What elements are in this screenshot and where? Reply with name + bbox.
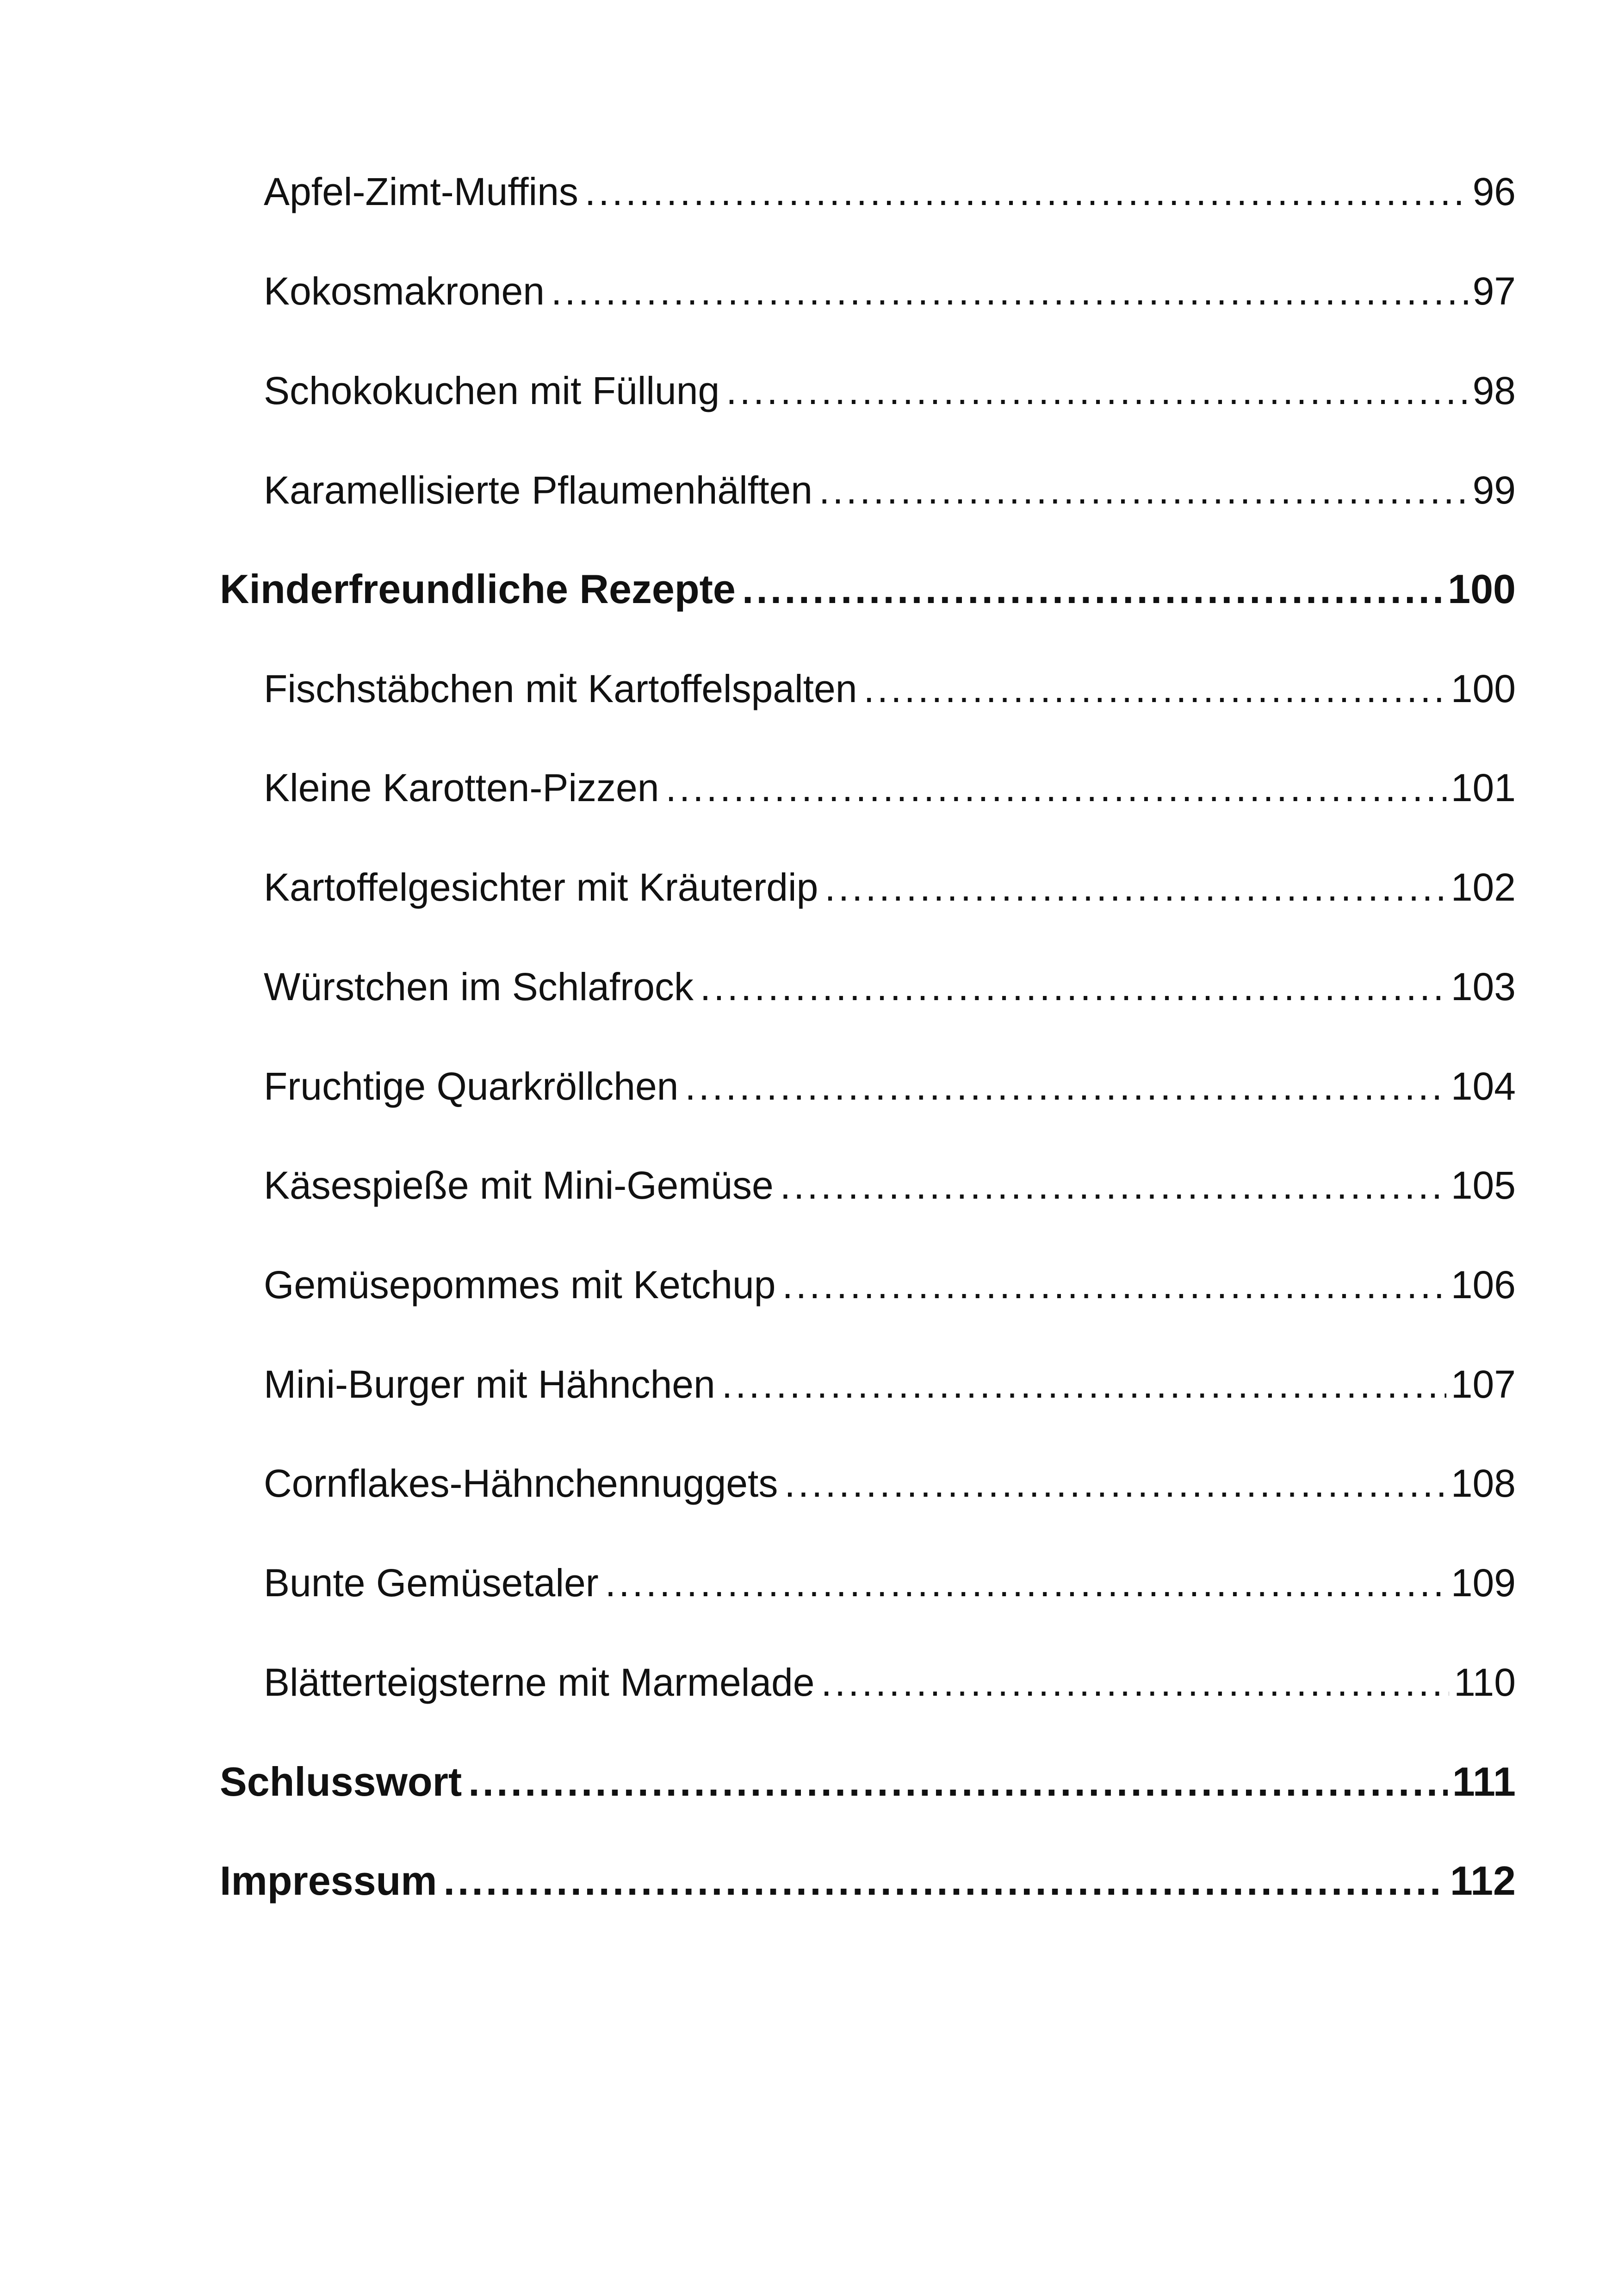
toc-entry-title: Bunte Gemüsetaler (264, 1561, 599, 1605)
toc-entry-page: 107 (1451, 1363, 1516, 1406)
toc-entry-title: Kartoffelgesichter mit Kräuterdip (264, 865, 818, 909)
toc-entry-title: Apfel-Zimt-Muffins (264, 170, 578, 213)
dot-leader (551, 266, 1468, 317)
toc-entry-title: Cornflakes-Hähnchennuggets (264, 1462, 778, 1505)
toc-entry[interactable] (264, 1657, 1516, 1708)
dot-leader (821, 1657, 1449, 1708)
toc-chapter-title: Schlusswort (220, 1759, 462, 1804)
toc-entry-page: 97 (1472, 269, 1516, 313)
dot-leader (685, 1061, 1446, 1112)
toc-entry[interactable] (264, 365, 1516, 416)
dot-leader (444, 1855, 1446, 1906)
toc-entry[interactable] (264, 1359, 1516, 1410)
dot-leader (784, 1458, 1446, 1509)
toc-entry-title: Würstchen im Schlafrock (264, 965, 694, 1008)
toc-chapter-page: 100 (1448, 566, 1516, 612)
toc-entry[interactable] (264, 663, 1516, 714)
toc-entry-page: 102 (1451, 865, 1516, 909)
toc-chapter[interactable] (220, 564, 1516, 615)
toc-entry-page: 101 (1451, 766, 1516, 809)
toc-entry-title: Käsespieße mit Mini-Gemüse (264, 1164, 774, 1207)
toc-entry-title: Gemüsepommes mit Ketchup (264, 1263, 776, 1307)
toc-chapter-page: 111 (1452, 1759, 1516, 1804)
dot-leader (819, 465, 1468, 516)
toc-entry[interactable] (264, 1259, 1516, 1310)
toc-entry[interactable] (264, 862, 1516, 913)
toc-entry[interactable] (264, 762, 1516, 813)
dot-leader (700, 961, 1446, 1012)
toc-entry[interactable] (264, 266, 1516, 317)
toc-entry-title: Kleine Karotten-Pizzen (264, 766, 659, 809)
toc-entry-title: Fischstäbchen mit Kartoffelspalten (264, 667, 857, 710)
toc-entry[interactable] (264, 961, 1516, 1012)
toc-entry-page: 105 (1451, 1164, 1516, 1207)
toc-entry-title: Schokokuchen mit Füllung (264, 369, 720, 412)
dot-leader (824, 862, 1446, 913)
toc-chapter[interactable] (220, 1756, 1516, 1807)
dot-leader (722, 1359, 1446, 1410)
toc-chapter[interactable] (220, 1855, 1516, 1906)
dot-leader (780, 1160, 1446, 1211)
toc-entry-page: 100 (1451, 667, 1516, 710)
dot-leader (468, 1756, 1448, 1807)
toc-entry-page: 103 (1451, 965, 1516, 1008)
toc-entry-page: 96 (1472, 170, 1516, 213)
toc-entry-page: 99 (1472, 468, 1516, 512)
dot-leader (742, 564, 1443, 615)
dot-leader (726, 365, 1468, 416)
dot-leader (665, 762, 1446, 813)
toc-entry-page: 104 (1451, 1064, 1516, 1108)
toc-entry-title: Kokosmakronen (264, 269, 545, 313)
dot-leader (605, 1557, 1446, 1608)
toc-entry-title: Fruchtige Quarkröllchen (264, 1064, 679, 1108)
toc-chapter-title: Kinderfreundliche Rezepte (220, 566, 736, 612)
toc-entry-title: Karamellisierte Pflaumenhälften (264, 468, 812, 512)
toc-entry[interactable] (264, 1557, 1516, 1608)
dot-leader (585, 166, 1468, 217)
toc-entry[interactable] (264, 1458, 1516, 1509)
toc-entry-page: 110 (1454, 1661, 1516, 1704)
toc-entry[interactable] (264, 166, 1516, 217)
dot-leader (863, 663, 1446, 714)
dot-leader (782, 1259, 1446, 1310)
toc-entry-page: 108 (1451, 1462, 1516, 1505)
toc-entry[interactable] (264, 465, 1516, 516)
toc-entry-page: 98 (1472, 369, 1516, 412)
toc-entry-page: 106 (1451, 1263, 1516, 1307)
toc-entry[interactable] (264, 1061, 1516, 1112)
toc-entry-title: Blätterteigsterne mit Marmelade (264, 1661, 815, 1704)
toc-chapter-title: Impressum (220, 1858, 437, 1904)
toc-chapter-page: 112 (1450, 1858, 1516, 1904)
toc-entry-page: 109 (1451, 1561, 1516, 1605)
toc-entry[interactable] (264, 1160, 1516, 1211)
toc-entry-title: Mini-Burger mit Hähnchen (264, 1363, 715, 1406)
